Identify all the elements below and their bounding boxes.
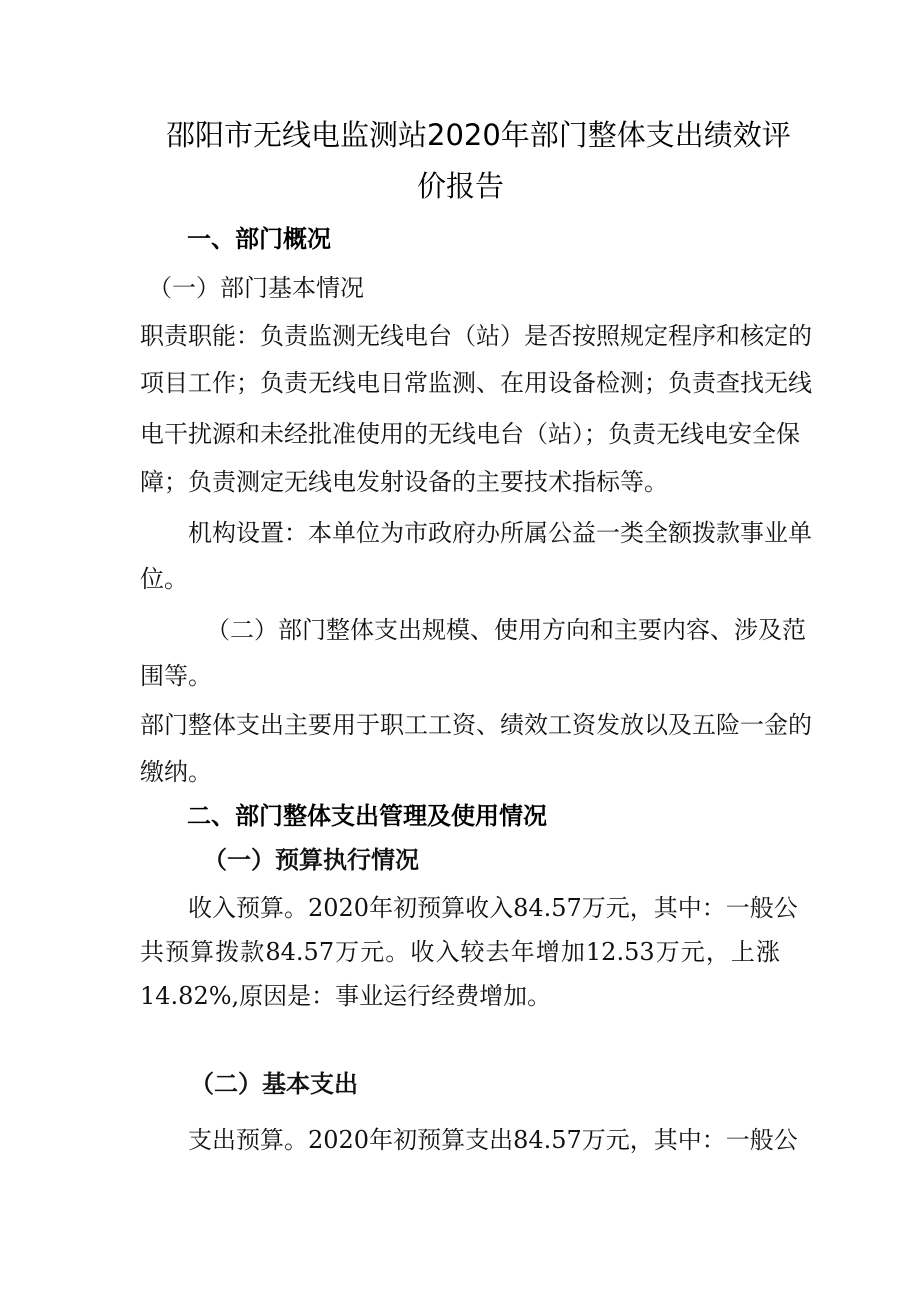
spending-paragraph-line-2: 缴纳。 xyxy=(140,758,212,786)
report-title-line-1: 邵阳市无线电监测站2020年部门整体支出绩效评 xyxy=(166,118,791,152)
spending-paragraph-line-1: 部门整体支出主要用于职工工资、绩效工资发放以及五险一金的 xyxy=(140,711,812,739)
org-paragraph-line-1: 机构设置：本单位为市政府办所属公益一类全额拨款事业单 xyxy=(188,519,812,547)
section-1-subheading-basic-info: （一）部门基本情况 xyxy=(148,274,364,302)
income-paragraph-line-2: 共预算拨款84.57万元。收入较去年增加12.53万元，上涨 xyxy=(140,938,780,966)
duties-paragraph-line-4: 障；负责测定无线电发射设备的主要技术指标等。 xyxy=(140,468,668,496)
duties-paragraph-line-1: 职责职能：负责监测无线电台（站）是否按照规定程序和核定的 xyxy=(140,322,812,350)
org-paragraph-line-2: 位。 xyxy=(140,565,188,593)
expense-paragraph-line-1: 支出预算。2020年初预算支出84.57万元，其中：一般公 xyxy=(188,1126,798,1154)
section-2-heading: 二、部门整体支出管理及使用情况 xyxy=(187,802,547,830)
section-1-subheading-scope-line-2: 围等。 xyxy=(140,662,212,690)
report-title-line-2: 价报告 xyxy=(417,169,505,203)
income-paragraph-line-3: 14.82%,原因是：事业运行经费增加。 xyxy=(140,982,552,1010)
income-paragraph-line-1: 收入预算。2020年初预算收入84.57万元，其中：一般公 xyxy=(188,894,798,922)
duties-paragraph-line-3: 电干扰源和未经批准使用的无线电台（站）；负责无线电安全保 xyxy=(140,420,800,448)
section-2-subheading-budget: （一）预算执行情况 xyxy=(203,845,419,874)
section-2-subheading-basic-expense: （二）基本支出 xyxy=(190,1069,358,1098)
section-1-subheading-scope-line-1: （二）部门整体支出规模、使用方向和主要内容、涉及范 xyxy=(206,616,806,644)
section-1-heading: 一、部门概况 xyxy=(187,225,331,253)
duties-paragraph-line-2: 项目工作；负责无线电日常监测、在用设备检测；负责查找无线 xyxy=(140,369,812,397)
